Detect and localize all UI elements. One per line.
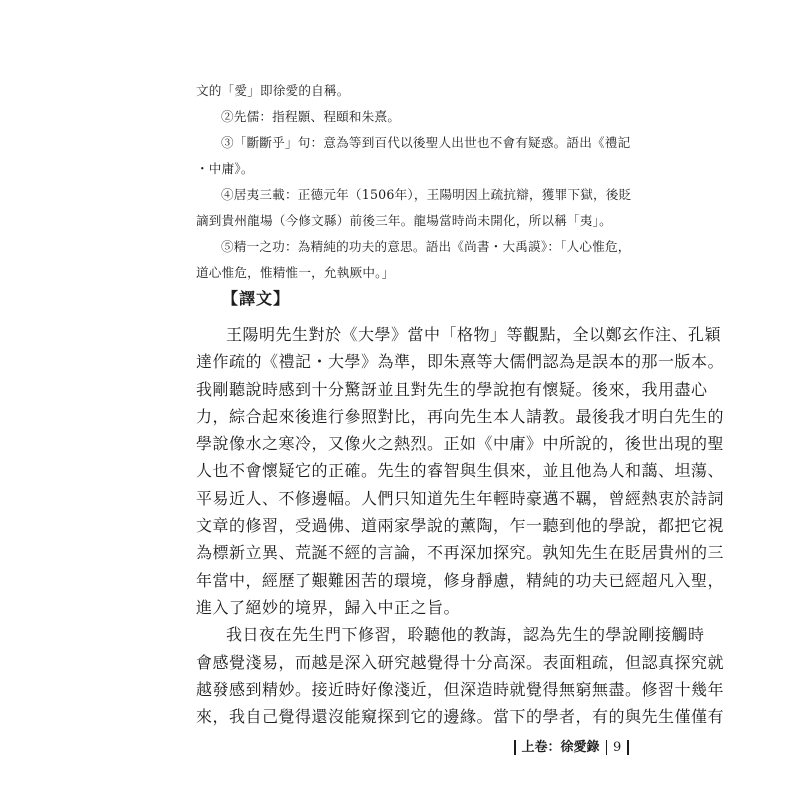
note-line: ④居夷三載：正德元年（1506年），王陽明因上疏抗辯，獲罪下獄，後貶 (221, 187, 632, 202)
body-line: 力，綜合起來後進行參照對比，再向先生本人請教。最後我才明白先生的 (196, 406, 725, 426)
footer-divider (606, 740, 608, 755)
body-line: 我日夜在先生門下修習，聆聽他的教誨，認為先生的學說剛接觸時 (226, 625, 705, 645)
body-line: 越發感到精妙。接近時好像淺近，但深造時就覺得無窮無盡。修習十幾年 (196, 679, 725, 699)
translation-body (196, 321, 725, 730)
footer-divider (514, 740, 516, 755)
note-line: ③「斷斷乎」句：意為等到百代以後聖人出世也不會有疑惑。語出《禮記 (221, 135, 631, 150)
note-line: ・中庸》。 (196, 161, 254, 176)
body-line: 文章的修習，受過佛、道兩家學說的薰陶，乍一聽到他的學說，都把它視 (196, 516, 725, 536)
note-line: 道心惟危，惟精惟一，允執厥中。」 (196, 265, 395, 280)
note-line: 謫到貴州龍場（今修文縣）前後三年。龍場當時尚未開化，所以稱「夷」。 (196, 213, 612, 228)
note-line: 文的「愛」即徐愛的自稱。 (196, 83, 350, 98)
body-line: 進入了絕妙的境界，歸入中正之旨。 (196, 597, 461, 617)
body-line: 王陽明先生對於《大學》當中「格物」等觀點，全以鄭玄作注、孔穎 (226, 325, 722, 344)
body-line: 為標新立異、荒誕不經的言論，不再深加探究。孰知先生在貶居貴州的三 (196, 543, 725, 563)
body-line: 我剛聽說時感到十分驚訝並且對先生的學說抱有懷疑。後來，我用盡心 (196, 379, 708, 399)
body-line: 學說像水之寒冷，又像火之熱烈。正如《中庸》中所說的，後世出現的聖 (196, 434, 725, 454)
body-line: 平易近人、不修邊幅。人們只知道先生年輕時豪邁不羈，曾經熱衷於詩詞 (196, 488, 725, 508)
body-line: 達作疏的《禮記・大學》為準，即朱熹等大儒們認為是誤本的那一版本。 (196, 352, 725, 372)
body-line: 年當中，經歷了艱難困苦的環境，修身靜慮，精純的功夫已經超凡入聖， (196, 570, 725, 590)
footer-divider (627, 740, 629, 755)
running-header: 上卷：徐愛錄 (521, 740, 600, 755)
section-heading: 【譯文】 (222, 289, 291, 308)
note-line: ⑤精一之功：為精純的功夫的意思。語出《尚書・大禹謨》：「人心惟危， (221, 239, 631, 254)
page-footer (508, 738, 635, 758)
body-line: 會感覺淺易，而越是深入研究越覺得十分高深。表面粗疏，但認真探究就 (196, 652, 725, 672)
page-number: 9 (613, 740, 622, 755)
body-line: 人也不會懷疑它的正確。先生的睿智與生俱來，並且他為人和藹、坦蕩、 (196, 461, 725, 481)
annotation-notes (196, 78, 632, 286)
body-line: 來，我自己覺得還沒能窺探到它的邊緣。當下的學者，有的與先生僅僅有 (196, 707, 725, 727)
note-line: ②先儒：指程顥、程頤和朱熹。 (221, 109, 401, 124)
